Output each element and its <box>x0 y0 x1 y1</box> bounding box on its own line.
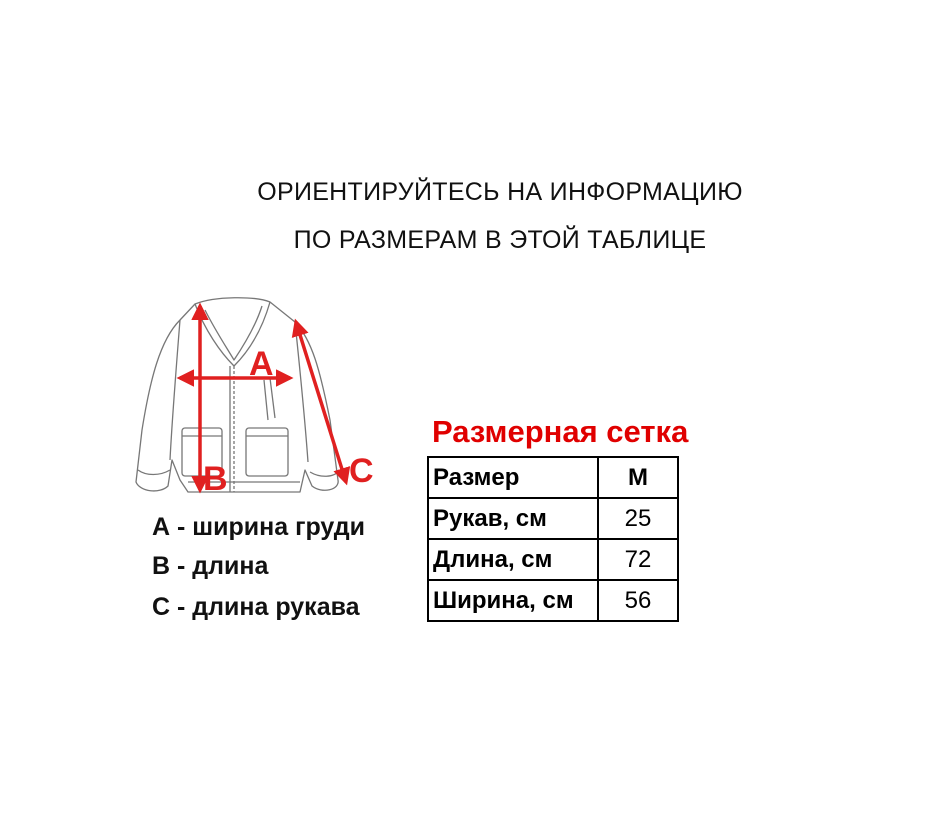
row-label: Рукав, см <box>428 498 598 539</box>
row-label: Длина, см <box>428 539 598 580</box>
legend-sleeve-length: С - длина рукава <box>152 593 360 621</box>
table-row <box>428 498 678 539</box>
label-a: A <box>249 345 274 383</box>
row-value: 25 <box>598 498 678 539</box>
header-cell: M <box>598 457 678 498</box>
row-value: 56 <box>598 580 678 621</box>
label-b: B <box>203 460 228 498</box>
legend-length: В - длина <box>152 552 269 580</box>
legend-chest-width: А - ширина груди <box>152 513 365 541</box>
table-row <box>428 539 678 580</box>
table-header-row <box>428 457 678 498</box>
row-label: Ширина, см <box>428 580 598 621</box>
size-table <box>427 456 679 622</box>
headline-line-1: ОРИЕНТИРУЙТЕСЬ НА ИНФОРМАЦИЮ <box>257 178 743 206</box>
table-row <box>428 580 678 621</box>
jacket-outline <box>136 298 340 492</box>
jacket-diagram <box>130 292 390 512</box>
headline-line-2: ПО РАЗМЕРАМ В ЭТОЙ ТАБЛИЦЕ <box>293 226 707 254</box>
row-value: 72 <box>598 539 678 580</box>
label-c: C <box>349 452 374 490</box>
header-cell: Размер <box>428 457 598 498</box>
size-chart-title: Размерная сетка <box>432 414 689 449</box>
